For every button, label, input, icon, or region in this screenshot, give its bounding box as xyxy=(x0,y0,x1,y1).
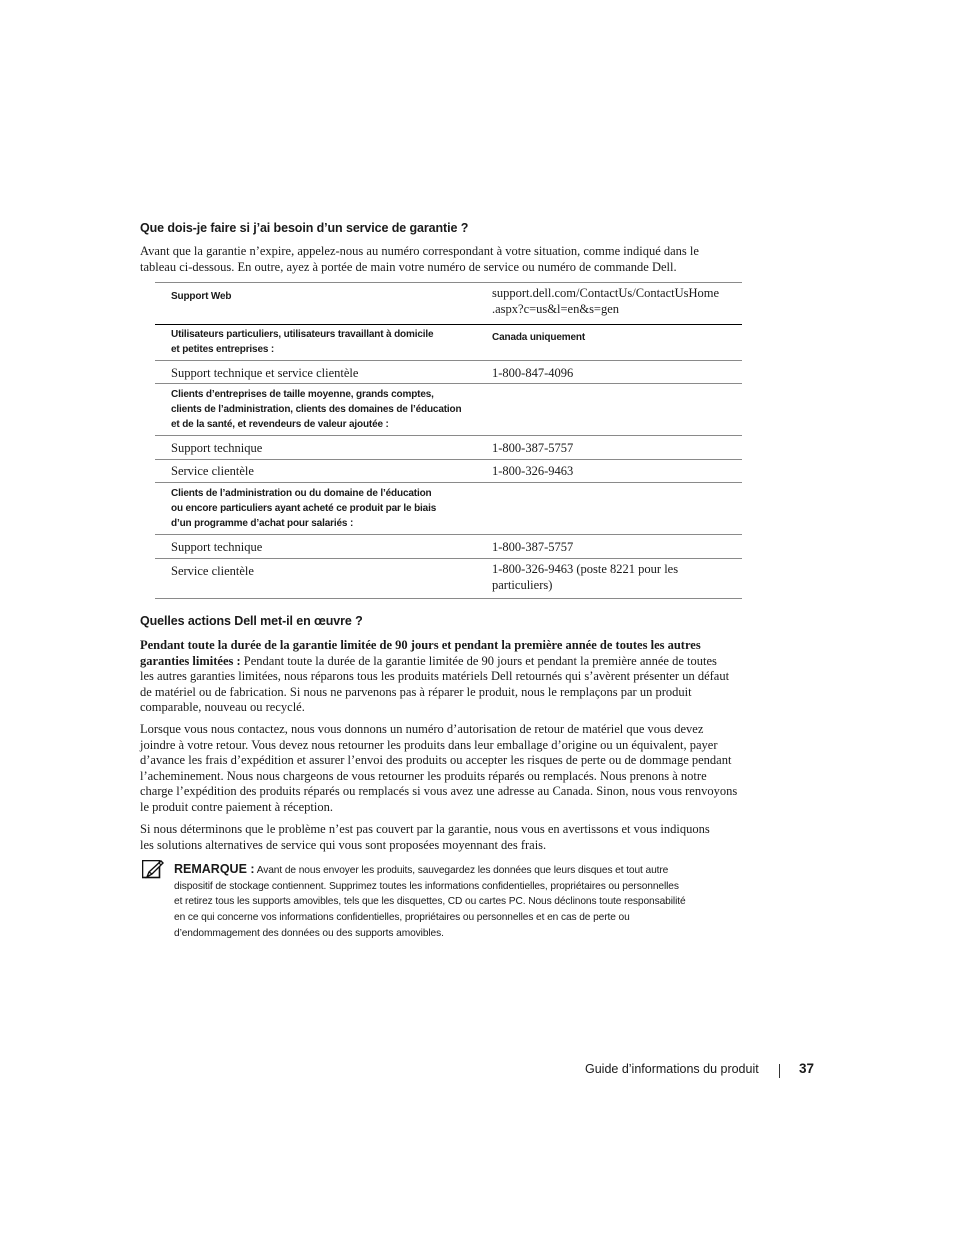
paragraph-return: Lorsque vous nous contactez, nous vous donnons un numéro d’autorisation de retour de matériel que vous devez joindre à votre retour. Vous devez nous retourner les produits dans leur emballage d’origine ou un équivalent, payer d’avance les frais d’expédition et assurer l’envoi des produits ou accepter les risques de perte ou de dommage pendant l’acheminement. Nous nous chargeons de vous retourner les produits réparés ou remplacés. Nous prenons à notre charge l’expédition des produits réparés ou remplacés si vous avez une adresse au Canada. Sinon, nous vous renvoyons le produit contre paiement à réception. xyxy=(140,722,738,814)
support-web-label: Support Web xyxy=(171,291,232,302)
table-row xyxy=(155,559,742,599)
note-label: REMARQUE : xyxy=(174,862,255,876)
contact-table xyxy=(155,282,742,599)
table-row xyxy=(155,283,742,325)
table-row xyxy=(155,535,742,559)
page-number: 37 xyxy=(799,1061,815,1076)
region-label: Canada uniquement xyxy=(492,332,586,343)
intro-line: Avant que la garantie n’expire, appelez-nous au numéro correspondant à votre situation, comme indiqué dans le xyxy=(140,244,699,258)
support-web-url[interactable]: support.dell.com/ContactUs/ContactUsHome .aspx?c=us&l=en&s=gen xyxy=(492,286,720,316)
group-title-government-education: Clients de l’administration ou du domaine de l’éducation ou encore particuliers ayant acheté ce produit par le biais d’un programme d’achat pour salariés : xyxy=(171,488,437,529)
table-row xyxy=(155,436,742,460)
table-group-header xyxy=(155,384,742,436)
phone-number: 1-800-326-9463 (poste 8221 pour les particuliers) xyxy=(492,562,679,592)
section-heading-dell-actions: Quelles actions Dell met-il en œuvre ? xyxy=(140,614,363,628)
row-label: Support technique et service clientèle xyxy=(171,366,359,380)
row-label: Support technique xyxy=(171,540,263,554)
table-row xyxy=(155,361,742,384)
note-block: REMARQUE : Avant de nous envoyer les produits, sauvegardez les données que leurs disques et tout autre dispositif de stockage contiennent. Supprimez toutes les informations confidentielles, propriétaires ou personnelles et retirez tous les supports amovibles, tels que les disquettes, CD ou cartes PC. Nous déclinons toute responsabilité en ce qui concerne vos informations confidentielles, propriétaires ou personnelles et en cas de perte ou d’endommagement des données ou des supports amovibles. xyxy=(174,862,686,939)
row-label: Support technique xyxy=(171,441,263,455)
phone-number: 1-800-847-4096 xyxy=(492,366,574,380)
footer-separator xyxy=(779,1064,780,1078)
group-title-enterprise: Clients d’entreprises de taille moyenne, grands comptes, clients de l’administration, clients des domaines de l’éducation et de la santé, et revendeurs de valeur ajoutée : xyxy=(171,389,462,430)
footer-guide-title: Guide d’informations du produit xyxy=(585,1062,759,1076)
phone-number: 1-800-387-5757 xyxy=(492,540,574,554)
paragraph-repair: Pendant toute la durée de la garantie limitée de 90 jours et pendant la première année de toutes les autres garanties limitées : Pendant toute la durée de la garantie limitée de 90 jours et pendant la première année de toutes les autres garanties limitées, nous réparons tous les produits matériels Dell retournés qui s’avèrent présenter un défaut de matériel ou de fabrication. Si nous ne parvenons pas à réparer le produit, nous le remplaçons par un produit comparable, nouveau ou recyclé. xyxy=(140,638,730,715)
intro-paragraph xyxy=(140,244,752,275)
phone-number: 1-800-326-9463 xyxy=(492,464,574,478)
intro-line: tableau ci-dessous. En outre, ayez à portée de main votre numéro de service ou numéro de commande Dell. xyxy=(140,259,677,274)
row-label: Service clientèle xyxy=(171,464,254,478)
table-group-header xyxy=(155,483,742,535)
group-title-home-small-business: Utilisateurs particuliers, utilisateurs travaillant à domicile et petites entreprises : xyxy=(171,329,434,355)
note-pencil-icon xyxy=(142,860,164,880)
section-heading-warranty-service: Que dois-je faire si j’ai besoin d’un service de garantie ? xyxy=(140,221,469,235)
table-row xyxy=(155,460,742,483)
paragraph-not-covered: Si nous déterminons que le problème n’est pas couvert par la garantie, nous vous en avertissons et vous indiquons les solutions alternatives de service qui vous sont proposées moyennant des frais. xyxy=(140,822,710,852)
table-group-header xyxy=(155,325,742,361)
phone-number: 1-800-387-5757 xyxy=(492,441,574,455)
row-label: Service clientèle xyxy=(171,564,254,578)
